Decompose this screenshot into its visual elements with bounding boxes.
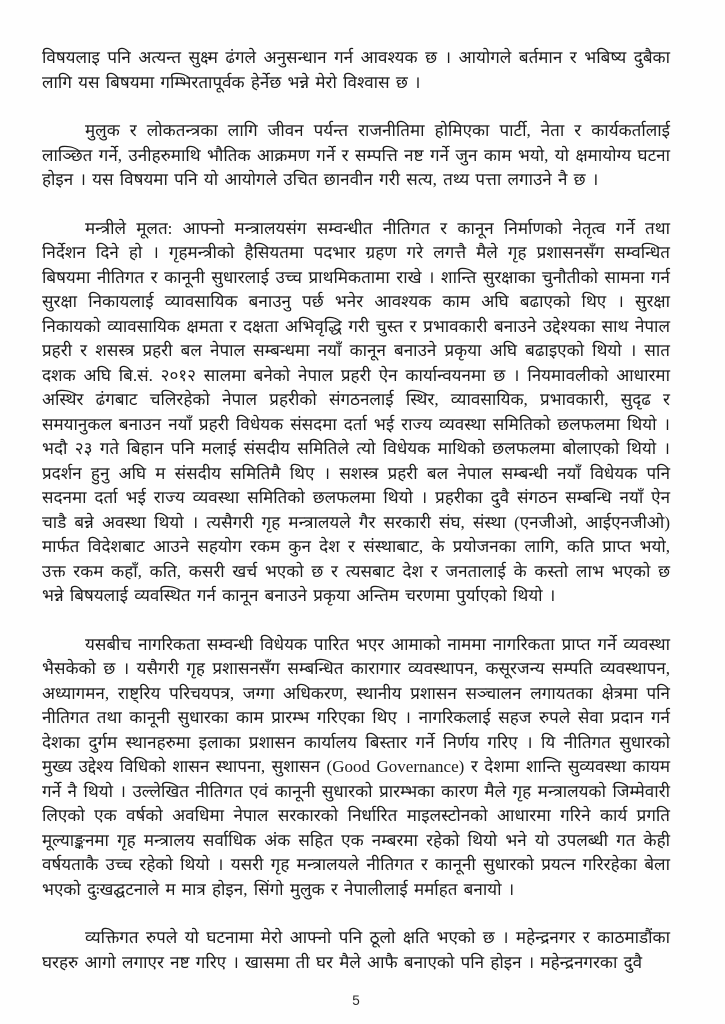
paragraph-continuation: विषयलाइ पनि अत्यन्त सुक्ष्म ढंगले अनुसन्धान गर्न आवश्यक छ । आयोगले बर्तमान र भबिष्य दुबैका लागि यस बिषयमा गम्भिरतापूर्वक हेर्नेछ भन्ने मेरो विश्वास छ । [42,48,670,92]
document-body [42,46,670,975]
page-number: 5 [352,993,360,1008]
paragraph: व्यक्तिगत रुपले यो घटनामा मेरो आफ्नो पनि ठूलो क्षति भएको छ । महेन्द्रनगर र काठमाडौंका घरहरु आगो लगाएर नष्ट गरिए । खासमा ती घर मैले आफै बनाएको पनि होइन । महेन्द्रनगरका दुवै [42,928,670,972]
paragraph: मुलुक र लोकतन्त्रका लागि जीवन पर्यन्त राजनीतिमा होमिएका पार्टी, नेता र कार्यकर्तालाई लाञ्छित गर्ने, उनीहरुमाथि भौतिक आक्रमण गर्ने र सम्पत्ति नष्ट गर्ने जुन काम भयो, यो क्षमायोग्य घटना होइन । यस विषयमा पनि यो आयोगले उचित छानवीन गरी सत्य, तथ्य पत्ता लगाउने नै छ । [42,121,670,189]
paragraph: यसबीच नागरिकता सम्वन्धी विधेयक पारित भएर आमाको नाममा नागरिकता प्राप्त गर्ने व्यवस्था भैसकेको छ । यसैगरी गृह प्रशासनसँग सम्बन्धित कारागार व्यवस्थापन, कसूरजन्य सम्पति व्यवस्थापन, अध्यागमन, राष्ट्रिय परिचयपत्र, जग्गा अधिकरण, स्थानीय प्रशासन सञ्चालन लगायतका क्षेत्रमा पनि नीतिगत तथा कानूनी सुधारका काम प्रारम्भ गरिएका थिए । नागरिकलाई सहज रुपले सेवा प्रदान गर्न देशका दुर्गम स्थानहरुमा इलाका प्रशासन कार्यालय बिस्तार गर्ने निर्णय गरिए । यि नीतिगत सुधारको मुख्य उद्देश्य विधिको शासन स्थापना, सुशासन (Good Governance) र देशमा शान्ति सुव्यवस्था कायम गर्ने नै थियो । उल्लेखित नीतिगत एवं कानूनी सुधारको प्रारम्भका कारण मैले गृह मन्त्रालयको जिम्मेवारी लिएको एक वर्षको अवधिमा नेपाल सरकारको निर्धारित माइलस्टोनको आधारमा गरिने कार्य प्रगति मूल्याङ्कनमा गृह मन्त्रालय सर्वाधिक अंक सहित एक नम्बरमा रहेको थियो भने यो उपलब्धी गत केही वर्षयताकै उच्च रहेको थियो । यसरी गृह मन्त्रालयले नीतिगत र कानूनी सुधारको प्रयत्न गरिरहेका बेला भएको दुःखद्घटनाले म मात्र होइन, सिंगो मुलुक र नेपालीलाई मर्माहत बनायो । [42,634,670,899]
paragraph: मन्त्रीले मूलत: आफ्नो मन्त्रालयसंग सम्वन्धीत नीतिगत र कानून निर्माणको नेतृत्व गर्ने तथा निर्देशन दिने हो । गृहमन्त्रीको हैसियतमा पदभार ग्रहण गरे लगत्तै मैले गृह प्रशासनसँग सम्वन्धित बिषयमा नीतिगत र कानूनी सुधारलाई उच्च प्राथमिकतामा राखे । शान्ति सुरक्षाका चुनौतीको सामना गर्न सुरक्षा निकायलाई व्यावसायिक बनाउनु पर्छ भनेर आवश्यक काम अघि बढाएको थिए । सुरक्षा निकायको व्यावसायिक क्षमता र दक्षता अभिवृद्धि गरी चुस्त र प्रभावकारी बनाउने उद्देश्यका साथ नेपाल प्रहरी र शसस्त्र प्रहरी बल नेपाल सम्बन्धमा नयाँ कानून बनाउने प्रकृया अघि बढाइएको थियो । सात दशक अघि बि.सं. २०१२ सालमा बनेको नेपाल प्रहरी ऐन कार्यान्वयनमा छ । नियमावलीको आधारमा अस्थिर ढंगबाट चलिरहेको नेपाल प्रहरीको संगठनलाई स्थिर, व्यावसायिक, प्रभावकारी, सुदृढ र समयानुकल बनाउन नयाँ प्रहरी विधेयक संसदमा दर्ता भई राज्य व्यवस्था समितिको छलफलमा थियो । भदौ २३ गते बिहान पनि मलाई संसदीय समितिले त्यो विधेयक माथिको छलफलमा बोलाएको थियो । प्रदर्शन हुनु अघि म संसदीय समितिमै थिए । सशस्त्र प्रहरी बल नेपाल सम्बन्धी नयाँ विधेयक पनि सदनमा दर्ता भई राज्य व्यवस्था समितिको छलफलमा थियो । प्रहरीका दुवै संगठन सम्बन्धि नयाँ ऐन चाडै बन्ने अवस्था थियो । त्यसैगरी गृह मन्त्रालयले गैर सरकारी संघ, संस्था (एनजीओ, आईएनजीओ) मार्फत विदेशबाट आउने सहयोग रकम कुन देश र संस्थाबाट, के प्रयोजनका लागि, कति प्राप्त भयो, उक्त रकम कहाँ, कति, कसरी खर्च भएको छ र त्यसबाट देश र जनतालाई के कस्तो लाभ भएको छ भन्ने बिषयलाई व्यवस्थित गर्न कानून बनाउने प्रकृया अन्तिम चरणमा पुर्याएको थियो । [42,218,670,605]
